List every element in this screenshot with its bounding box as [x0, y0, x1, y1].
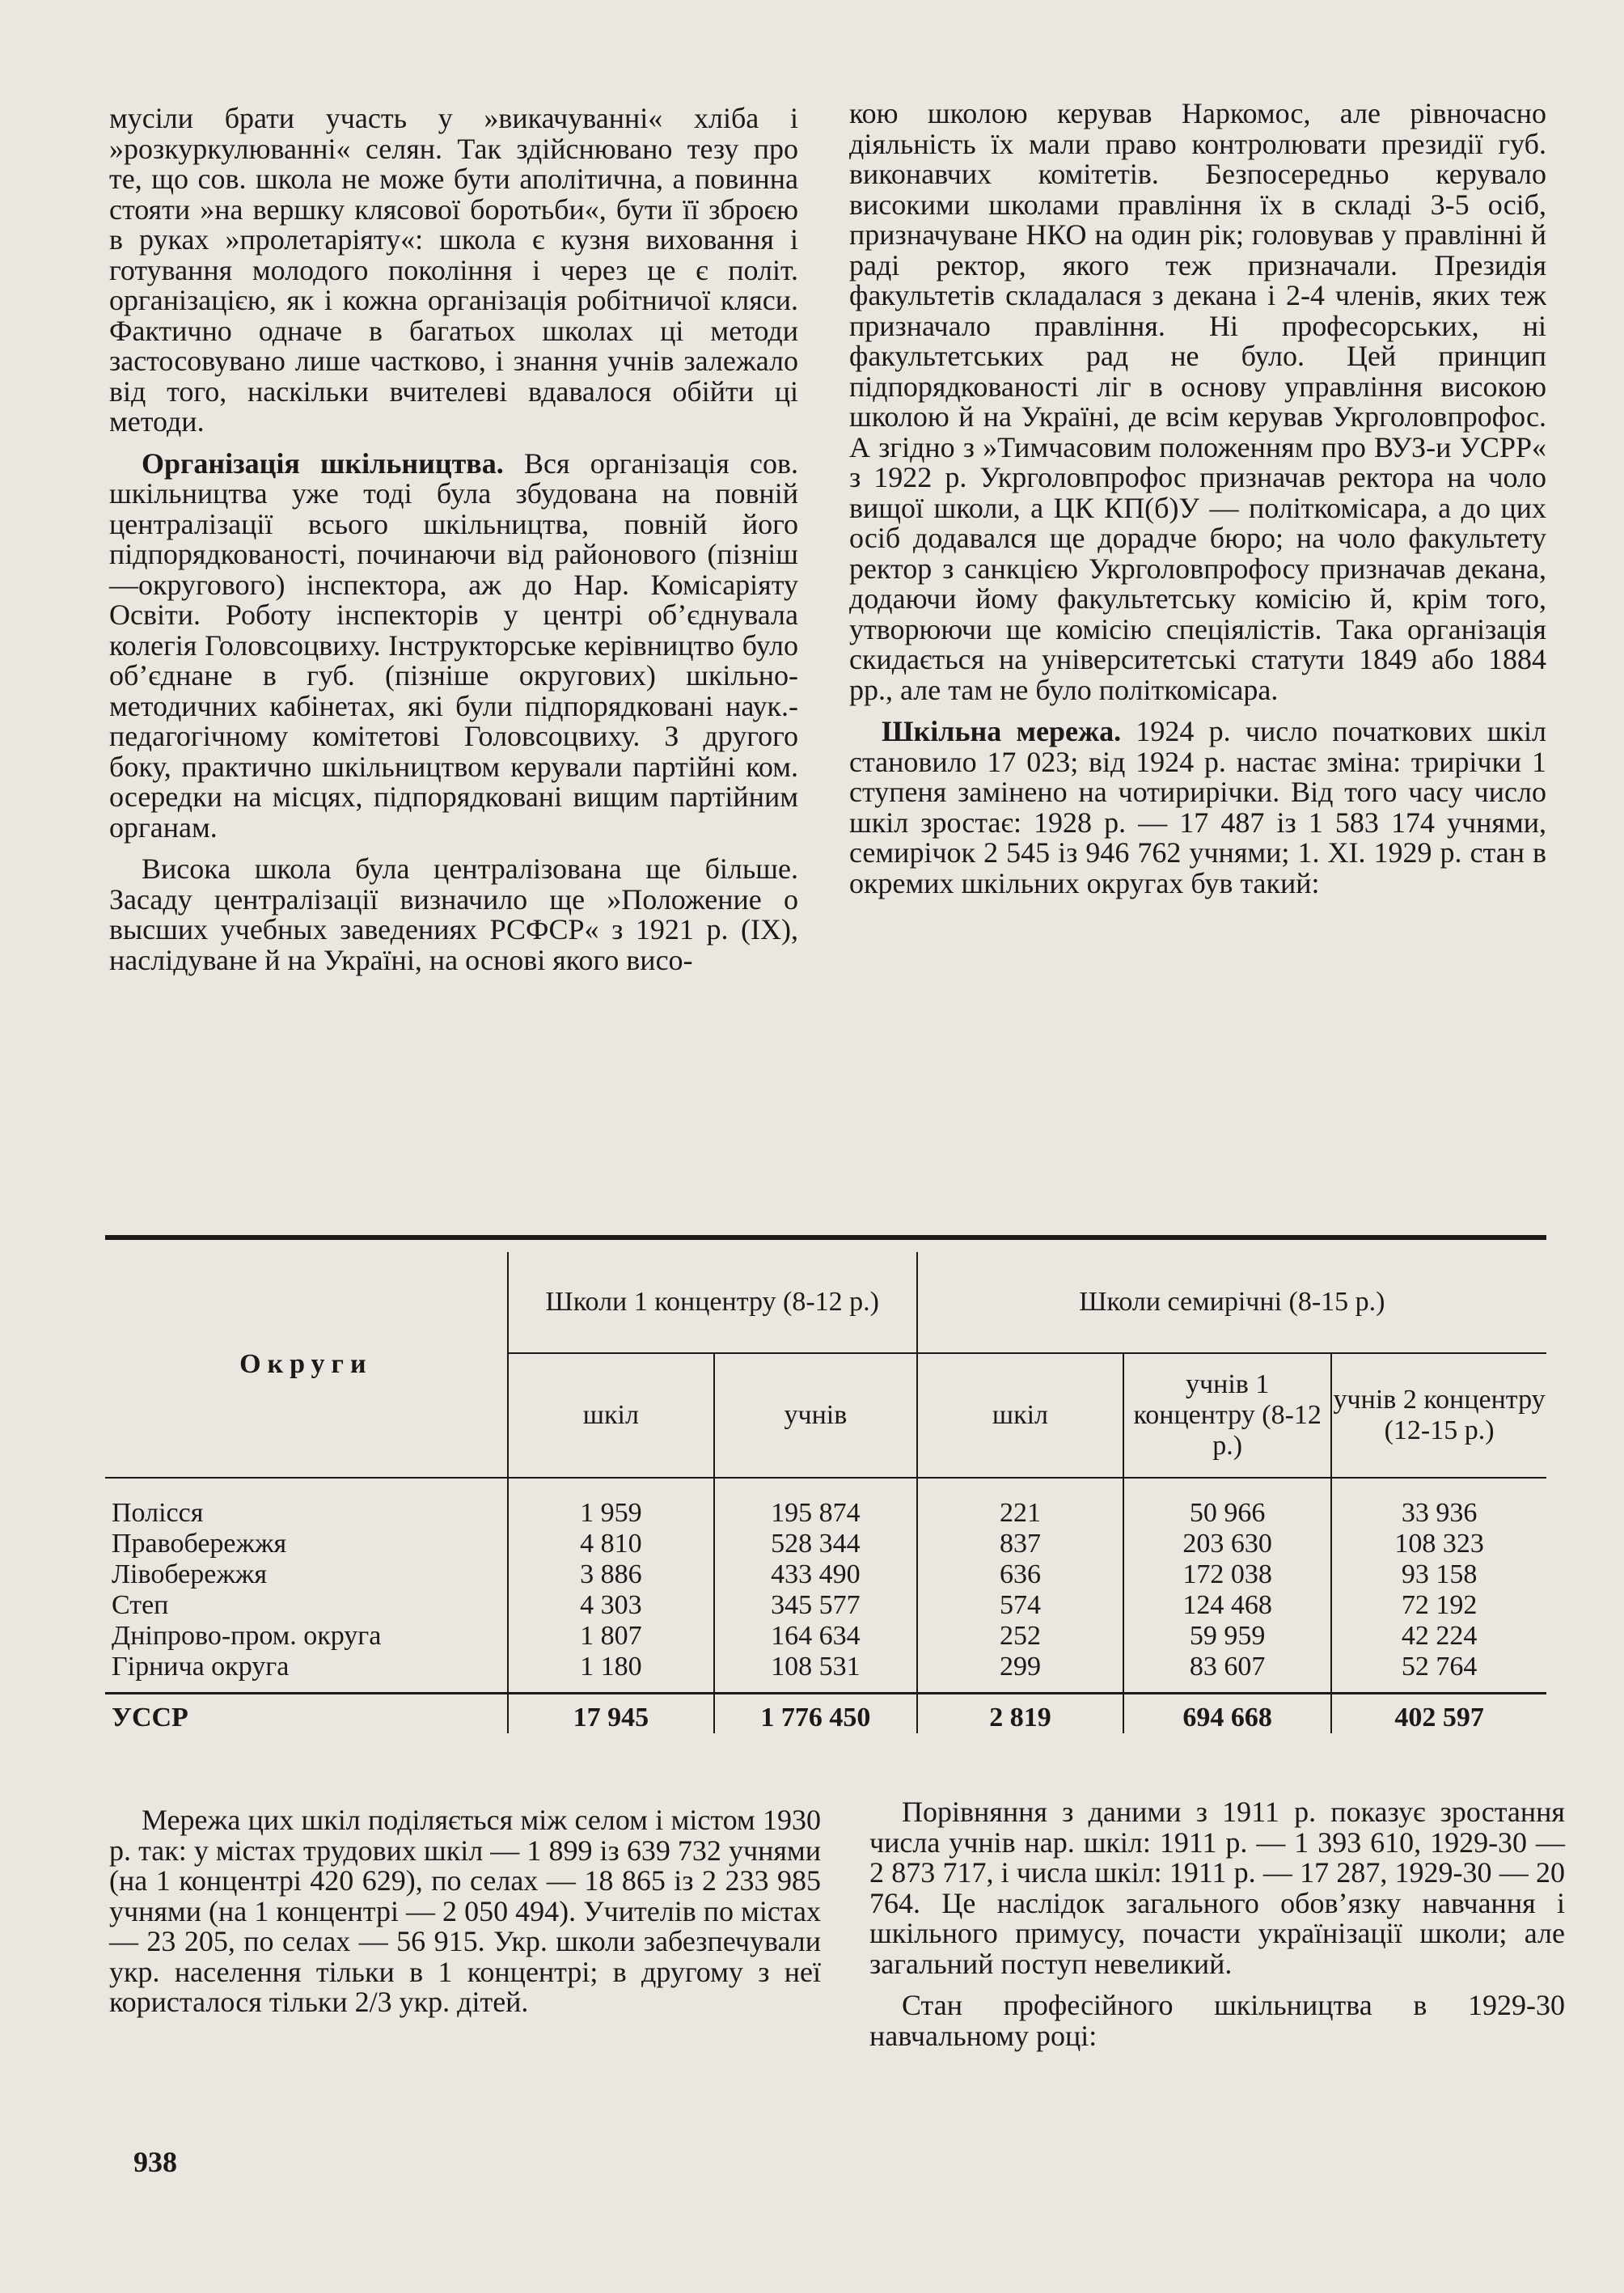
cell: 93 158	[1331, 1559, 1546, 1590]
paragraph: Стан професійного шкільництва в 1929-30 навчальному році:	[869, 1989, 1565, 2052]
right-column	[849, 99, 1546, 899]
total-cell: 1 776 450	[714, 1694, 917, 1734]
header-pupils-c2: учнів 2 концентру (12-15 р.)	[1331, 1353, 1546, 1478]
total-cell: 694 668	[1123, 1694, 1331, 1734]
paragraph-text: 1924 р. число початкових шкіл становило 17 023; від 1924 р. настає зміна: трирічки 1 ступеня замінено на чотирирічки. Від того часу число шкіл зростає: 1928 р. — 17 487 із 1 583 174 учнями, семирічок 2 545 із 946 762 учнями; 1. XI. 1929 р. стан в окремих шкільних округах був такий:	[849, 715, 1546, 899]
cell: 59 959	[1123, 1621, 1331, 1652]
cell: 4 810	[508, 1529, 714, 1559]
paragraph	[109, 446, 799, 844]
cell: 345 577	[714, 1590, 917, 1621]
table-row	[105, 1590, 1546, 1621]
bottom-right-column	[869, 1797, 1565, 2051]
cell: 1 180	[508, 1652, 714, 1694]
cell: 1 807	[508, 1621, 714, 1652]
table-row	[105, 1652, 1546, 1694]
paragraph-text: Вся організація сов. шкільництва уже тоді була збудована на повній централізації всього шкільництва, повній його підпорядкованості, починаючи від районового (пізніш —округового) інспектора, аж до Нар. Комісаріяту Освіти. Роботу інспекторів у центрі об’єднувала колегія Головсоцвиху. Інструкторське керівництво було об’єднане в губ. (пізніше округових) шкільно-методичних кабінетах, які були підпорядковані наук.-педагогічному комітетові Головсоцвиху. З другого боку, практично шкільництвом керували партійні ком. осередки на місцях, підпорядковані вищим партійним органам.	[109, 446, 799, 844]
row-region: Степ	[112, 1590, 169, 1620]
total-cell: 2 819	[917, 1694, 1123, 1734]
header-schools-7: шкіл	[917, 1353, 1123, 1478]
cell: 50 966	[1123, 1478, 1331, 1529]
paragraph: кою школою керував Наркомос, але рівночасно діяльність їх мали право контролювати президії губ. виконавчих комітетів. Безпосередньо керувало високими школами правління їх в складі 3-5 осіб, призначуване НКО на один рік; головував у правлінні й раді ректор, якого теж призначали. Президія факультетів складалася з декана і 2-4 членів, яких теж призначало правління. Ні професорських, ні факультетських рад не було. Цей принцип підпорядкованості ліг в основу управління високою школою й на Україні, де всім керував Укрголовпрофос. А згідно з »Тимчасовим положенням про ВУЗ-и УСРР« з 1922 р. Укрголовпрофос призначав ректора на чоло вищої школи, а ЦК КП(б)У — політкомісара, а до цих осіб додавался ще дорадче бюро; на чоло факультету ректор з санкцією Укрголовпрофосу призначав декана, додаючи йому факультетську комісію й, крім того, утворюючи ще комісію спеціялістів. Така організація скидається на університетські статути 1849 або 1884 рр., але там не було політкомісара.	[849, 97, 1546, 706]
paragraph: Порівняння з даними з 1911 р. показує зростання числа учнів нар. шкіл: 1911 р. — 1 393 610, 1929-30 — 2 873 717, і числа шкіл: 1911 р. — 17 287, 1929-30 — 20 764. Це наслідок загального обов’язку навчання і шкільного примусу, почасти українізації школи; але загальний поступ невеликий.	[869, 1796, 1565, 1980]
cell: 433 490	[714, 1559, 917, 1590]
cell: 636	[917, 1559, 1123, 1590]
cell: 221	[917, 1478, 1123, 1529]
cell: 195 874	[714, 1478, 917, 1529]
paragraph: Мережа цих шкіл поділяється між селом і містом 1930 р. так: у містах трудових шкіл — 1 899 із 639 732 учнями (на 1 концентрі 420 629), по селах — 18 865 із 2 233 985 учнями (на 1 концентрі — 2 050 494). Учителів по містах — 23 205, по селах — 56 915. Укр. школи забезпечували укр. населення тільки в 1 концентрі; в другому з неї користалося тільки 2/3 укр. дітей.	[109, 1804, 821, 2018]
table-row	[105, 1529, 1546, 1559]
cell: 33 936	[1331, 1478, 1546, 1529]
cell: 52 764	[1331, 1652, 1546, 1694]
header-pupils-c1: учнів 1 концентру (8-12 р.)	[1123, 1353, 1331, 1478]
paragraph: мусіли брати участь у »викачуванні« хліба і »розкуркулюванні« селян. Так здійснювано тезу про те, що сов. школа не може бути аполітична, а повинна стояти »на вершку клясової боротьби«, бути її зброєю в руках »пролетаріяту«: школа є кузня виховання і готування молодого покоління і через це є політ. організацією, як і кожна організація робітничої кляси. Фактично одначе в багатьох школах ці методи застосовувано лише частково, і знання учнів залежало від того, наскільки вчителеві вдавалося обійти ці методи.	[109, 102, 798, 438]
cell: 1 959	[508, 1478, 714, 1529]
cell: 203 630	[1123, 1529, 1331, 1559]
cell: 299	[917, 1652, 1123, 1694]
table-total-row	[105, 1694, 1546, 1734]
cell: 574	[917, 1590, 1123, 1621]
cell: 83 607	[1123, 1652, 1331, 1694]
header-pupils: учнів	[714, 1353, 917, 1478]
section-heading: Шкільна мережа.	[882, 715, 1122, 747]
table-row	[105, 1559, 1546, 1590]
cell: 108 323	[1331, 1529, 1546, 1559]
left-column	[109, 104, 798, 975]
total-region: УССР	[105, 1694, 508, 1734]
bottom-left-column	[109, 1805, 821, 2018]
row-region: Лівобережжя	[112, 1559, 267, 1589]
row-region: Полісся	[112, 1498, 204, 1528]
page-number: 938	[133, 2146, 177, 2178]
paragraph: Висока школа була централізована ще більше. Засаду централізації визначило ще »Положение о высших учебных заведениях РСФСР« з 1921 р. (IX), наслідуване й на Україні, на основі якого висо-	[109, 852, 798, 976]
cell: 72 192	[1331, 1590, 1546, 1621]
header-group-2: Школи семирічні (8-15 р.)	[917, 1252, 1546, 1353]
cell: 124 468	[1123, 1590, 1331, 1621]
header-schools: шкіл	[508, 1353, 714, 1478]
cell: 837	[917, 1529, 1123, 1559]
header-group-1: Школи 1 концентру (8-12 р.)	[508, 1252, 917, 1353]
paragraph	[849, 717, 1546, 899]
table-row	[105, 1621, 1546, 1652]
cell: 164 634	[714, 1621, 917, 1652]
cell: 252	[917, 1621, 1123, 1652]
cell: 108 531	[714, 1652, 917, 1694]
cell: 528 344	[714, 1529, 917, 1559]
section-heading: Організація шкільництва.	[142, 446, 504, 480]
cell: 172 038	[1123, 1559, 1331, 1590]
row-region: Дніпрово-пром. округа	[112, 1621, 382, 1651]
row-region: Правобережжя	[112, 1529, 287, 1559]
header-region: Округи	[239, 1349, 373, 1379]
total-cell: 17 945	[508, 1694, 714, 1734]
row-region: Гірнича округа	[112, 1652, 290, 1682]
cell: 4 303	[508, 1590, 714, 1621]
table-row	[105, 1478, 1546, 1529]
cell: 3 886	[508, 1559, 714, 1590]
schools-table	[105, 1252, 1546, 1733]
total-cell: 402 597	[1331, 1694, 1546, 1734]
cell: 42 224	[1331, 1621, 1546, 1652]
table-top-rule	[105, 1235, 1546, 1240]
